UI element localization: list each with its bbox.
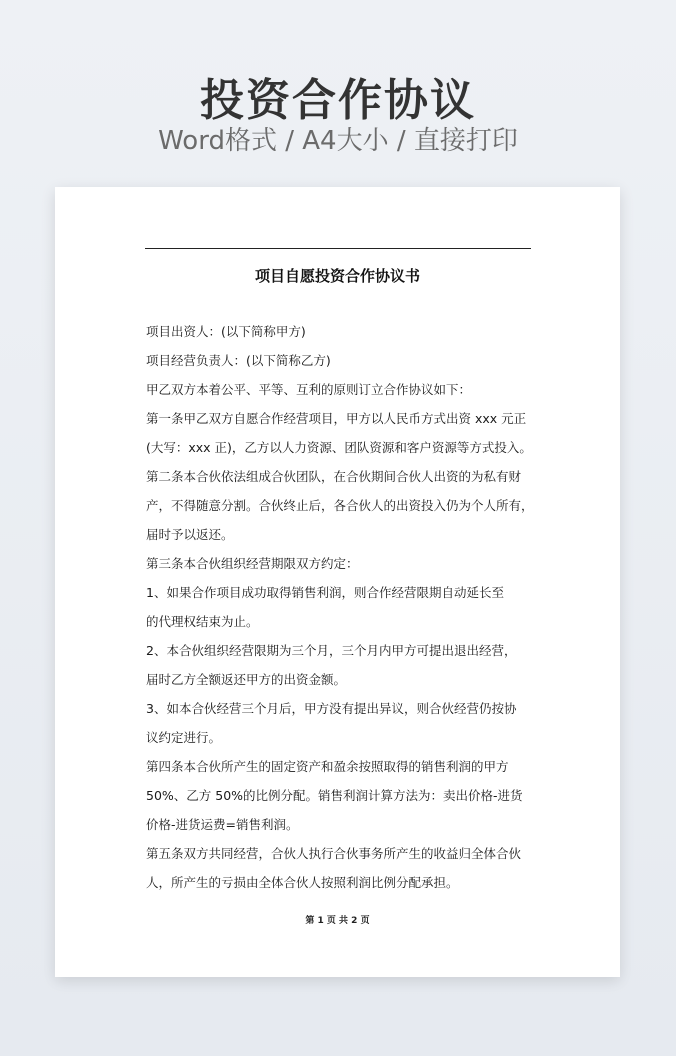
body-line: 3、如本合伙经营三个月后，甲方没有提出异议，则合伙经营仍按协 bbox=[146, 701, 517, 716]
body-line: 第三条本合伙组织经营期限双方约定： bbox=[146, 556, 359, 571]
document-body bbox=[146, 317, 540, 897]
body-line: 甲乙双方本着公平、平等、互利的原则订立合作协议如下： bbox=[146, 382, 472, 397]
body-line: 人，所产生的亏损由全体合伙人按照利润比例分配承担。 bbox=[146, 875, 459, 890]
body-line: 届时乙方全额返还甲方的出资金额。 bbox=[146, 672, 347, 687]
body-line: 第五条双方共同经营，合伙人执行合伙事务所产生的收益归全体合伙 bbox=[146, 846, 522, 861]
body-line: 第一条甲乙双方自愿合作经营项目，甲方以人民币方式出资 xxx 元正 bbox=[146, 411, 527, 426]
body-line: 价格-进货运费=销售利润。 bbox=[146, 817, 299, 832]
body-line: 50%、乙方 50%的比例分配。销售利润计算方法为：卖出价格-进货 bbox=[146, 788, 523, 803]
body-line: 的代理权结束为止。 bbox=[146, 614, 259, 629]
document-page bbox=[55, 187, 620, 977]
page-subtitle: Word格式 / A4大小 / 直接打印 bbox=[158, 126, 518, 156]
body-line: 第四条本合伙所产生的固定资产和盈余按照取得的销售利润的甲方 bbox=[146, 759, 509, 774]
body-line: 第二条本合伙依法组成合伙团队，在合伙期间合伙人出资的为私有财 bbox=[146, 469, 522, 484]
body-line: 届时予以返还。 bbox=[146, 527, 234, 542]
body-line: 产，不得随意分割。合伙终止后，各合伙人的出资投入仍为个人所有， bbox=[146, 498, 534, 513]
page-title: 投资合作协议 bbox=[200, 75, 476, 126]
document-title: 项目自愿投资合作协议书 bbox=[254, 267, 420, 285]
body-line: 议约定进行。 bbox=[146, 730, 222, 745]
body-line: 1、如果合作项目成功取得销售利润，则合作经营限期自动延长至 bbox=[146, 585, 504, 600]
page-number: 第 1 页 共 2 页 bbox=[305, 916, 370, 926]
body-line: 项目经营负责人：(以下简称乙方) bbox=[146, 353, 331, 368]
body-line: 2、本合伙组织经营限期为三个月，三个月内甲方可提出退出经营， bbox=[146, 643, 517, 658]
header-divider bbox=[145, 248, 531, 249]
body-line: (大写：xxx 正)，乙方以人力资源、团队资源和客户资源等方式投入。 bbox=[146, 440, 532, 455]
body-line: 项目出资人：(以下简称甲方) bbox=[146, 324, 306, 339]
